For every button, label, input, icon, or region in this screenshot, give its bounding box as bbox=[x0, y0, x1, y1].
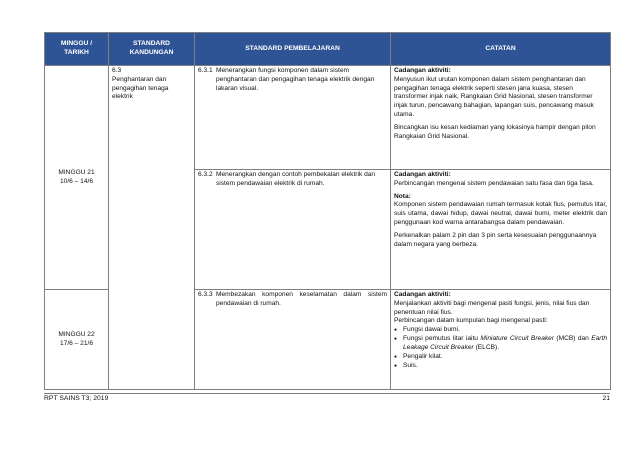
header-row bbox=[45, 33, 611, 66]
elcb-abbr: (ELCB). bbox=[473, 343, 500, 351]
table-row bbox=[45, 66, 611, 170]
header-kandungan: STANDARD KANDUNGAN bbox=[109, 33, 195, 66]
catatan-cell bbox=[391, 170, 611, 290]
cadangan-text: Menyusun ikut urutan komponen dalam sistem penghantaran dan pengagihan tenaga elektrik seperti stesen jana kuasa, stesen transformer injak naik, Rangkaian Grid Nasional, stesen transformer injak turun, pencawang bahagian, lapangan suis, pencawang masuk utama. bbox=[394, 75, 594, 119]
lesson-plan-table bbox=[44, 32, 611, 390]
header-pembelajaran: STANDARD PEMBELAJARAN bbox=[195, 33, 391, 66]
sp-cell bbox=[195, 290, 391, 390]
footer-doc-title: RPT SAINS T3; 2019 bbox=[44, 395, 109, 402]
kandungan-text: Penghantaran dan pengagihan tenaga elektrik bbox=[112, 75, 169, 101]
mcb-term: Miniature Circuit Breaker bbox=[480, 335, 555, 343]
nota-label: Nota: bbox=[394, 192, 411, 200]
bullet-icon bbox=[394, 335, 403, 353]
bullet-text: Fungsi dawai bumi. bbox=[403, 326, 460, 334]
catatan-extra: Bincangkan isu kesan kediaman yang lokasinya hampir dengan pilon Rangkaian Grid Nasional. bbox=[394, 123, 596, 140]
cadangan-label: Cadangan aktiviti: bbox=[394, 291, 451, 298]
nota-text: Komponen sistem pendawaian rumah termasuk kotak fius, pemutus litar, suis utama, dawai hidup, dawai neutral, dawai bumi, meter elektrik dan penggunaan kod warna antarabangsa dalam pendawaian. bbox=[394, 201, 607, 227]
header-week: MINGGU / TARIKH bbox=[45, 33, 109, 66]
list-item bbox=[394, 353, 607, 362]
bullet-text: Fungsi pemutus litar iaitu bbox=[403, 335, 481, 343]
sp-number: 6.3.3 bbox=[198, 291, 213, 298]
bullet-icon bbox=[394, 362, 403, 371]
kandungan-number: 6.3 bbox=[112, 67, 122, 74]
cadangan-label: Cadangan aktiviti: bbox=[394, 171, 451, 178]
elcb-term: Earth Leakage Circuit Breaker bbox=[403, 335, 607, 351]
week-22-title: MINGGU 22 bbox=[58, 330, 95, 338]
mcb-abbr: (MCB) dan bbox=[554, 335, 592, 343]
bullet-text: Pengalir kilat. bbox=[403, 352, 443, 360]
catatan-cell bbox=[391, 290, 611, 390]
week-22-cell bbox=[45, 290, 109, 390]
list-item bbox=[394, 362, 607, 371]
cadangan-label: Cadangan aktiviti: bbox=[394, 67, 451, 74]
sp-text: Menerangkan fungsi komponen dalam sistem penghantaran dan pengagihan tenaga elektrik dengan lakaran visual. bbox=[216, 67, 375, 92]
sp-cell bbox=[195, 66, 391, 170]
sp-text: Membezakan komponen keselamatan dalam sistem pendawaian di rumah. bbox=[216, 291, 387, 307]
week-21-cell bbox=[45, 66, 109, 290]
catatan-cell bbox=[391, 66, 611, 170]
header-catatan: CATATAN bbox=[391, 33, 611, 66]
catatan-extra: Perbincangan dalam kumpulan bagi mengenal pasti: bbox=[394, 317, 548, 325]
bullet-icon bbox=[394, 353, 403, 362]
sp-number: 6.3.1 bbox=[198, 67, 213, 74]
page-number: 21 bbox=[602, 395, 610, 402]
list-item bbox=[394, 326, 607, 335]
page-footer bbox=[44, 393, 610, 402]
sp-number: 6.3.2 bbox=[198, 171, 213, 178]
sp-text: Menerangkan dengan contoh pembekalan elektrik dan sistem pendawaian elektrik di rumah. bbox=[216, 171, 376, 187]
week-21-dates: 10/6 – 14/6 bbox=[60, 177, 93, 185]
bullet-text: Suis. bbox=[403, 361, 418, 369]
kandungan-cell bbox=[109, 66, 195, 390]
bullet-icon bbox=[394, 326, 403, 335]
sp-cell bbox=[195, 170, 391, 290]
catatan-extra: Perkenalkan palam 2 pin dan 3 pin serta kesesuaian penggunaannya dalam negara yang berbeza. bbox=[394, 231, 597, 248]
cadangan-text: Menjalankan aktiviti bagi mengenal pasti fungsi, jenis, nilai fius dan penentuan nilai fius. bbox=[394, 299, 590, 316]
week-21-title: MINGGU 21 bbox=[58, 168, 95, 176]
cadangan-text: Perbincangan mengenai sistem pendawaian satu fasa dan tiga fasa. bbox=[394, 179, 594, 187]
list-item bbox=[394, 335, 607, 353]
week-22-dates: 17/6 – 21/6 bbox=[60, 339, 93, 347]
